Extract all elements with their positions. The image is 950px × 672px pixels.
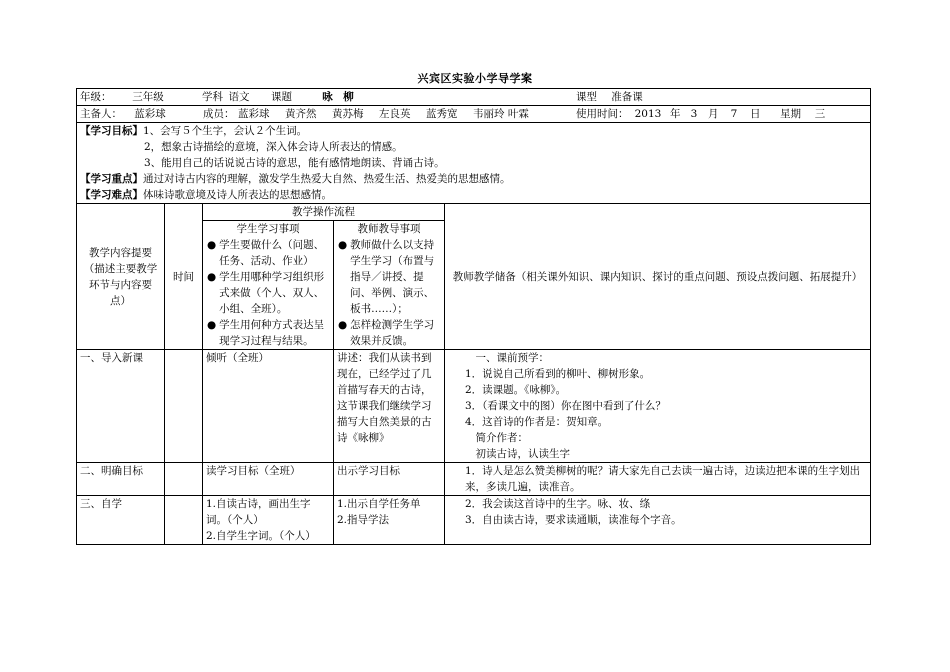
table-row [77,463,871,496]
bullet-icon: ● [207,319,217,331]
row-content: 三、自学 [77,496,165,545]
teacher-item-2: ● 怎样检测学生学习效果并反馈。 [338,319,435,347]
grade-label: 年级： [80,91,112,103]
lesson-type-label: 课型 [576,91,597,103]
month-value: 3 [683,106,705,123]
month-unit: 月 [708,108,719,120]
process-header-row [77,204,871,221]
difficulties-label: 【学习难点】 [80,189,143,201]
row-teacher: 讲述：我们从读书到现在，已经学过了几首描写春天的古诗，这节课我们继续学习描写大自然美景的古诗《咏柳》 [334,350,445,463]
member-6: 韦丽玲 叶霖 [473,108,529,120]
table-row [77,496,871,545]
use-time-label: 使用时间： [576,108,629,120]
row-time [165,350,203,463]
student-column-header: 学生学习事项 ● 学生要做什么（问题、任务、活动、作业） ● 学生用哪种学习组织形式来做（个人、双人、小组、全班）。 ● 学生用何种方式表达呈现学习过程与结果。 [203,221,334,350]
row-time [165,463,203,496]
row-reserve: 1．诗人是怎么赞美柳树的呢？请大家先自己去读一遍古诗，边读边把本课的生字划出来，多读几遍，读准音。 [445,463,871,496]
preparer-label: 主备人： [80,108,122,120]
member-1: 蓝彩球 [238,108,270,120]
goal-item-2: 2，想象古诗描绘的意境，深入体会诗人所表达的情感。 [144,141,403,153]
row-reserve: 2．我会读这首诗中的生字。咏、妆、绦 3．自由读古诗，要求读通顺，读准每个字音。 [445,496,871,545]
content-column-header: 教学内容提要（描述主要教学环节与内容要点） [77,204,165,350]
difficulties-text: 体味诗歌意境及诗人所表达的思想感情。 [143,189,332,201]
row-student: 读学习目标（全班） [203,463,334,496]
lesson-plan-table [76,88,871,545]
time-column-header: 时间 [165,204,203,350]
student-item-1: ● 学生要做什么（问题、任务、活动、作业） [207,239,325,267]
year-value: 2013 [630,106,666,123]
row-teacher: 出示学习目标 [334,463,445,496]
members-label: 成员： [203,108,235,120]
info-row-1 [77,89,871,106]
goal-item-1: 1、会写５个生字，会认２个生词。 [143,125,308,137]
bullet-icon: ● [207,239,217,251]
member-3: 黄苏梅 [332,108,364,120]
row-reserve: 一、课前预学： 1．说说自己所看到的柳叶、柳树形象。 2．读课题。《咏柳》。 3．（看课文中的图）你在图中看到了什么？ 4．这首诗的作者是：贺知章。 简介作者： 初读古诗，认读生字 [445,350,871,463]
day-value: 7 [722,106,746,123]
table-row [77,350,871,463]
reserve-column-header: 教师教学储备（相关课外知识、课内知识、探讨的重点问题、预设点拨问题、拓展提升） [445,204,871,350]
topic-label: 课题 [271,91,292,103]
row-content: 一、导入新课 [77,350,165,463]
day-unit: 日 [750,108,761,120]
row-time [165,496,203,545]
member-5: 蓝秀宽 [426,108,458,120]
preparer-value: 蓝彩球 [124,106,176,123]
goals-row [77,123,871,204]
subject-label: 学科 [202,91,223,103]
subject-value: 语文 [224,89,254,106]
row-content: 二、明确目标 [77,463,165,496]
key-points-label: 【学习重点】 [80,173,143,185]
row-student: 倾听（全班） [203,350,334,463]
key-points-text: 通过对诗古内容的理解，激发学生热爱大自然、热爱生活、热爱美的思想感情。 [143,173,511,185]
teacher-column-header: 教师教导事项 ● 教师做什么以支持学生学习（布置与指导／讲授、提问、举例、演示、板书……）； ● 怎样检测学生学习效果并反馈。 [334,221,445,350]
bullet-icon: ● [338,239,348,251]
student-item-3: ● 学生用何种方式表达呈现学习过程与结果。 [207,319,325,347]
row-student: 1.自读古诗，画出生字词。（个人） 2.自学生字词。（个人） [203,496,334,545]
goals-label: 【学习目标】 [80,125,143,137]
bullet-icon: ● [338,319,348,331]
bullet-icon: ● [207,271,217,283]
lesson-type-value: 准备课 [598,89,656,106]
year-unit: 年 [670,108,681,120]
info-row-2 [77,106,871,123]
member-4: 左良英 [379,108,411,120]
row-teacher: 1.出示自学任务单 2.指导学法 [334,496,445,545]
document-title: 兴宾区实验小学导学案 [417,72,533,85]
student-item-2: ● 学生用哪种学习组织形式来做（个人、双人、小组、全班）。 [207,271,325,315]
topic-value: 咏 柳 [300,89,376,106]
grade-value: 三年级 [116,89,180,106]
teacher-item-1: ● 教师做什么以支持学生学习（布置与指导／讲授、提问、举例、演示、板书……）； [338,239,435,315]
member-2: 黄齐然 [285,108,317,120]
weekday-label: 星期 [780,108,801,120]
process-title: 教学操作流程 [203,204,445,221]
weekday-value: 三 [806,106,834,123]
goal-item-3: 3、能用自己的话说说古诗的意思，能有感情地朗读、背诵古诗。 [144,157,445,169]
